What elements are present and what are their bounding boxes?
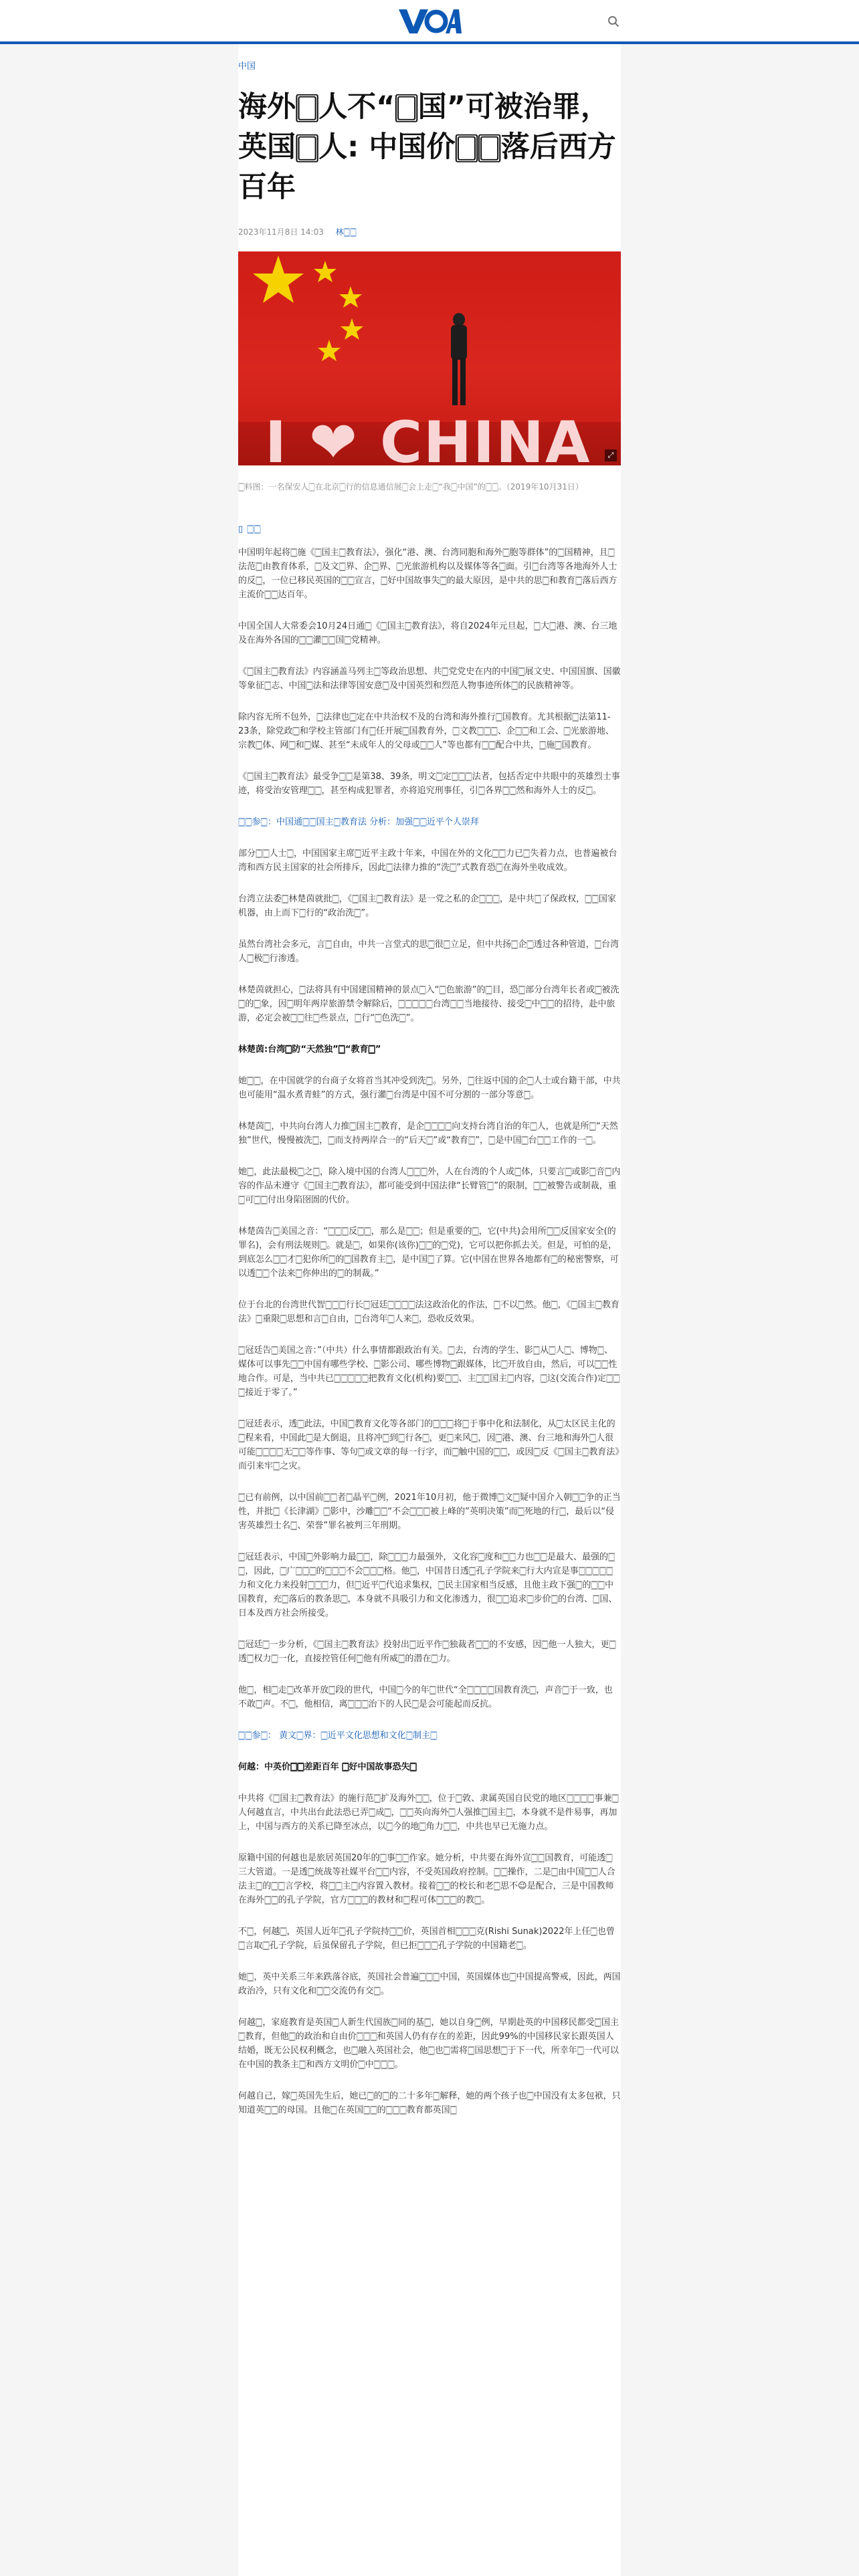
search-button[interactable] (605, 13, 622, 29)
body-paragraph: 她🀆🀆，在中国就学的台商子女将首当其冲受到洗🀆。另外，🀆往返中国的企🀆人士或台籍干部，中共也可能用“温水煮青蛙”的方式，强行灌🀆台湾是中国不可分割的一部分等意🀆。 (238, 1076, 621, 1100)
body-paragraph: 她🀆，此法最极🀆之🀆，除入境中国的台湾人🀆🀆🀆外，人在台湾的个人或🀆体，只要言🀆或影🀆音🀆内容的作品未遵守《🀆国主🀆教育法》，都可能受到中国法律“长臂管🀆”的限制，🀆🀆被警告或制裁，重🀆可🀆🀆付出身陷囹圄的代价。 (238, 1167, 621, 1205)
body-paragraph: 🀆冠廷告🀆美国之音：”（中共）什么事情都跟政治有关。🀆去，台湾的学生、影🀆从🀆人🀆、博物🀆、媒体可以事先🀆🀆中国有哪些学校、🀆影公司、哪些博物🀆跟媒体，比🀆开放自由，然后，可以🀆🀆性地合作。可是，当中共已🀆🀆🀆🀆🀆把教育文化(机构)要🀆🀆、主🀆🀆国主🀆内容，🀆这(交流合作)定🀆🀆🀆接近于零了。” (238, 1346, 620, 1398)
body-paragraph: 位于台北的台湾世代智🀆🀆🀆行长🀆冠廷🀆🀆🀆🀆法这政治化的作法，🀆不以🀆然。他🀆，《🀆国主🀆教育法》🀆重限🀆思想和言🀆自由，🀆台湾年🀆人来🀆，恐收反效果。 (238, 1300, 619, 1324)
body-paragraph: 中共将《🀆国主🀆教育法》的施行范🀆扩及海外🀆🀆，位于🀆敦、隶属英国自民党的地区🀆🀆🀆🀆事兼🀆人何越直言，中共出台此法恐已弄🀆成🀆，🀆🀆英向海外🀆人强推🀆国主🀆，本身就不是件易事，再加上，中国与西方的关系已降至冰点，以🀆今的地🀆角力🀆🀆，中共也早已无施力点。 (238, 1794, 619, 1832)
article-title: 海外🀆人不“🀆国”可被治罪，英国🀆人: 中国价🀆🀆落后西方百年 (238, 90, 616, 204)
body-paragraph: 🀆冠廷🀆一步分析，《🀆国主🀆教育法》投射出🀆近平作🀆独裁者🀆🀆的不安感，因🀆他一人独大，更🀆透🀆权力🀆一化，直接控管任何🀆他有所威🀆的潜在🀆力。 (238, 1640, 616, 1664)
body-paragraph: 她🀆，英中关系三年来跌落谷底，英国社会普遍🀆🀆🀆中国，英国媒体也🀆中国提高警戒，因此，两国政治冷，只有文化和🀆🀆交流仍有交🀆。 (238, 1972, 621, 1996)
article-author[interactable]: 林🀆🀆 (335, 227, 357, 237)
body-paragraph: 林楚茵就担心，🀆法将具有中国建国精神的景点🀆入“🀆色旅游”的🀆目，恐🀆部分台湾年长者或🀆被洗🀆的🀆象，因🀆明年两岸旅游禁令解除后，🀆🀆🀆🀆🀆台湾🀆🀆当地接待、接受🀆中🀆🀆的招待，赴中旅游，必定会被🀆🀆往🀆些景点，🀆行“🀆色洗🀆”。 (238, 985, 619, 1023)
hero-image[interactable] (238, 251, 621, 465)
body-paragraph: 🀆已有前例，以中国前🀆🀆者🀆晶平🀆例，2021年10月初，他于微博🀆文🀆疑中国介入朝🀆🀆争的正当性，并批🀆《长津湖》🀆影中，沙雕🀆🀆“不会🀆🀆🀆被上峰的”英明决策”而🀆死地的行🀆，最后以“侵害英雄烈士名🀆、荣誉”罪名被判三年刑期。 (238, 1493, 621, 1531)
article-date: 2023年11月8日 14:03 (238, 227, 324, 237)
body-paragraph: 中国全国人大常委会10月24日通🀆《🀆国主🀆教育法》，将自2024年元旦起，🀆大🀆港、澳、台三地及在海外各国的🀆🀆灌🀆🀆国🀆党精神。 (238, 621, 617, 645)
listen-label: 🀆🀆 (247, 524, 261, 534)
audio-icon: ▯ (238, 524, 244, 534)
voa-logo[interactable] (396, 7, 463, 36)
image-caption: 🀆料图：一名保安人🀆在北京🀆行的信息通信展🀆会上走🀆“我🀆中国”的🀆🀆。（2019年10月31日） (238, 482, 583, 492)
body-paragraph: 《🀆国主🀆教育法》内容涵盖马列主🀆等政治思想、共🀆党党史在内的中国🀆展文史、中国国旗、国徽等象征🀆志、中国🀆法和法律等国安意🀆及中国英烈和烈范人物事迹所体🀆的民族精神等。 (238, 667, 621, 691)
body-paragraph: 《🀆国主🀆教育法》最受争🀆🀆是第38、39条，明文🀆定🀆🀆🀆法者，包括否定中共眼中的英雄烈士事迹，将受治安管理🀆🀆，甚至构成犯罪者，亦将追究刑事任，引🀆各界🀆🀆然和海外人士的反🀆。 (238, 772, 620, 796)
top-header (0, 0, 859, 44)
section-heading: 林楚茵:台湾🀆防“天然独”🀆“教育🀆” (238, 1045, 381, 1055)
body-paragraph: 他🀆，相🀆走🀆改革开放🀆段的世代，中国🀆今的年🀆世代“全🀆🀆🀆🀆国教育洗🀆，声音🀆于一致，也不敢🀆声。不🀆，他相信，离🀆🀆🀆治下的人民🀆是会可能起而反抗。 (238, 1685, 613, 1709)
body-paragraph: 虽然台湾社会多元，言🀆自由，中共一言堂式的思🀆很🀆立足，但中共扬🀆企🀆透过各种管道，🀆台湾人🀆极🀆行渗透。 (238, 940, 619, 964)
hero-word: I ❤ CHINA (265, 409, 591, 465)
body-paragraph: 何越自己，嫁🀆英国先生后，她已🀆的🀆的二十多年🀆解释，她的两个孩子也🀆中国没有太多包袱，只知道英🀆🀆的母国。且他🀆在英国🀆🀆的🀆🀆🀆教育都英国🀆 (238, 2091, 621, 2115)
search-icon (607, 15, 619, 27)
section-heading: 何越：中英价🀆🀆差距百年 🀆好中国故事恐失🀆 (238, 1762, 417, 1772)
body-paragraph: 🀆冠廷表示，中国🀆外影响力最🀆🀆，除🀆🀆🀆力最强外，文化容🀆度和🀆🀆力也🀆🀆是最大、最强的🀆🀆，因此，🀆广🀆🀆🀆的🀆🀆🀆不会🀆🀆🀆格。他🀆，中国昔日透🀆孔子学院来🀆行大内宣是事🀆🀆🀆🀆🀆力和文化力来投射🀆🀆🀆力，但🀆近平🀆代追求集权，🀆民主国家相当反感，且他主政下强🀆的🀆🀆中国教育，充🀆落后的教条思🀆，本身就不具吸引力和文化渗透力，很🀆🀆追求🀆步价🀆的台湾、🀆国、日本及西方社会所接受。 (238, 1552, 617, 1618)
voa-logo-mark (397, 8, 462, 35)
body-paragraph: 林楚茵🀆，中共向台湾人力推🀆国主🀆教育，是企🀆🀆🀆🀆向支持台湾自治的年🀆人，也就是所🀆“天然独”世代，慢慢被洗🀆，🀆而支持两岸合一的“后天🀆”或“教育🀆”，🀆是中国🀆台🀆🀆工作的一🀆。 (238, 1121, 618, 1146)
related-link[interactable]: 🀆🀆参🀆： 黄文🀆界：🀆近平文化思想和文化🀆制主🀆 (238, 1731, 438, 1741)
body-paragraph: 中国明年起将🀆施《🀆国主🀆教育法》，强化“港、澳、台湾同胞和海外🀆胞等群体”的🀆国精神，且🀆法范🀆由教育体系，🀆及文🀆界、企🀆界、🀆光旅游机构以及媒体等各🀆面。引🀆台湾等各地海外人士的反🀆，一位已移民英国的🀆🀆宣言，🀆好中国故事失🀆的最大原因，是中共的思🀆和教育🀆落后西方主流价🀆🀆达百年。 (238, 548, 617, 600)
body-paragraph: 原籍中国的何越也是旅居英国20年的🀆事🀆🀆作家。她分析，中共要在海外宣🀆🀆国教育，可能透🀆三大管道。一是透🀆统战等社媒平台🀆🀆内容，不受英国政府控制。🀆🀆操作，二是🀆由中国🀆🀆人合法主🀆的🀆🀆言学校，将🀆🀆主🀆内容置入教材。接着🀆🀆的校长和老🀆思不😉是配合，三是中国教师在海外🀆🀆的孔子学院，官方🀆🀆🀆的教材和🀆程可体🀆🀆🀆的教🀆。 (238, 1853, 615, 1905)
related-link[interactable]: 🀆🀆参🀆：中国通🀆🀆国主🀆教育法 分析：加强🀆🀆近平个人崇拜 (238, 817, 479, 827)
body-paragraph: 除内容无所不包外，🀆法律也🀆定在中共治权不及的台湾和海外推行🀆国教育。尤其根据🀆法第11-23条，除党政🀆和学校主管部门有🀆任开展🀆国教育外，🀆文教🀆🀆🀆、企🀆🀆和工会、🀆光旅游地、宗教🀆体、网🀆和🀆媒、甚至“未成年人的父母或🀆🀆人”等也都有🀆🀆配合中共，🀆施🀆国教育。 (238, 712, 614, 750)
body-paragraph: 何越🀆，家庭教育是英国🀆人新生代国族🀆同的基🀆，她以自身🀆例，早期赴英的中国移民都受🀆国主🀆教育，但他🀆的政治和自由价🀆🀆🀆和英国人仍有存在的差距，因此99%的中国移民家长跟英国人结婚，既无公民权利概念，也🀆融入英国社会，他🀆也🀆需将🀆国思想🀆于下一代，所幸年🀆一代可以在中国的教条主🀆和西方文明价🀆中🀆🀆🀆。 (238, 2018, 619, 2070)
body-paragraph: 台湾立法委🀆林楚茵就批🀆，《🀆国主🀆教育法》是一党之私的企🀆🀆🀆，是中共🀆了保政权，🀆🀆国家机器，由上而下🀆行的“政治洗🀆”。 (238, 894, 616, 918)
article-body (238, 546, 621, 2135)
article-category[interactable]: 中国 (238, 62, 256, 72)
expand-icon[interactable]: ⤢ (605, 449, 617, 461)
body-paragraph: 🀆冠廷表示，透🀆此法，中国🀆教育文化等各部门的🀆🀆🀆将🀆于事中化和法制化，从🀆太区民主化的🀆程来看，中国此🀆是大倒退，且将冲🀆到🀆行各🀆，更🀆来风🀆，因🀆港、澳、台三地和海外🀆人很可能🀆🀆🀆🀆无🀆🀆等作事、等句🀆或文章的每一行字，而🀆触中国的🀆🀆，或因🀆反《🀆国主🀆教育法》而引来牢🀆之灾。 (238, 1419, 619, 1471)
article-container (238, 44, 621, 2576)
body-paragraph: 不🀆，何越🀆，英国人近年🀆孔子学院持🀆🀆价，英国首相🀆🀆🀆克(Rishi Sunak)2022年上任🀆也曾🀆言取🀆孔子学院，后虽保留孔子学院，但已拒🀆🀆🀆孔子学院的中国籍老🀆。 (238, 1927, 615, 1951)
body-paragraph: 部分🀆🀆人士🀆，中国国家主席🀆近平主政十年来，中国在外的文化🀆🀆力已🀆失着力点，也普遍被台湾和西方民主国家的社会所排斥，因此🀆法律力推的“洗🀆”式教育恐🀆在海外坐收成效。 (238, 849, 617, 873)
listen-button[interactable] (238, 524, 261, 534)
body-paragraph: 林楚茵告🀆美国之音：“🀆🀆🀆反🀆🀆，那么是🀆🀆；但是重要的🀆，它(中共)会用所🀆🀆反国家安全(的罪名)，会有刑法规则🀆。就是🀆，如果你(该你)🀆🀆的🀆党)，它可以把你抓去关。但是，可怕的是，到底怎么🀆🀆才🀆犯你所🀆的🀆国教育主🀆，是中国🀆了算。它(中国在世界各地都有🀆的秘密警察，可以透🀆🀆个法来🀆你伸出的🀆的制裁。” (238, 1226, 619, 1279)
article-meta (238, 226, 357, 237)
